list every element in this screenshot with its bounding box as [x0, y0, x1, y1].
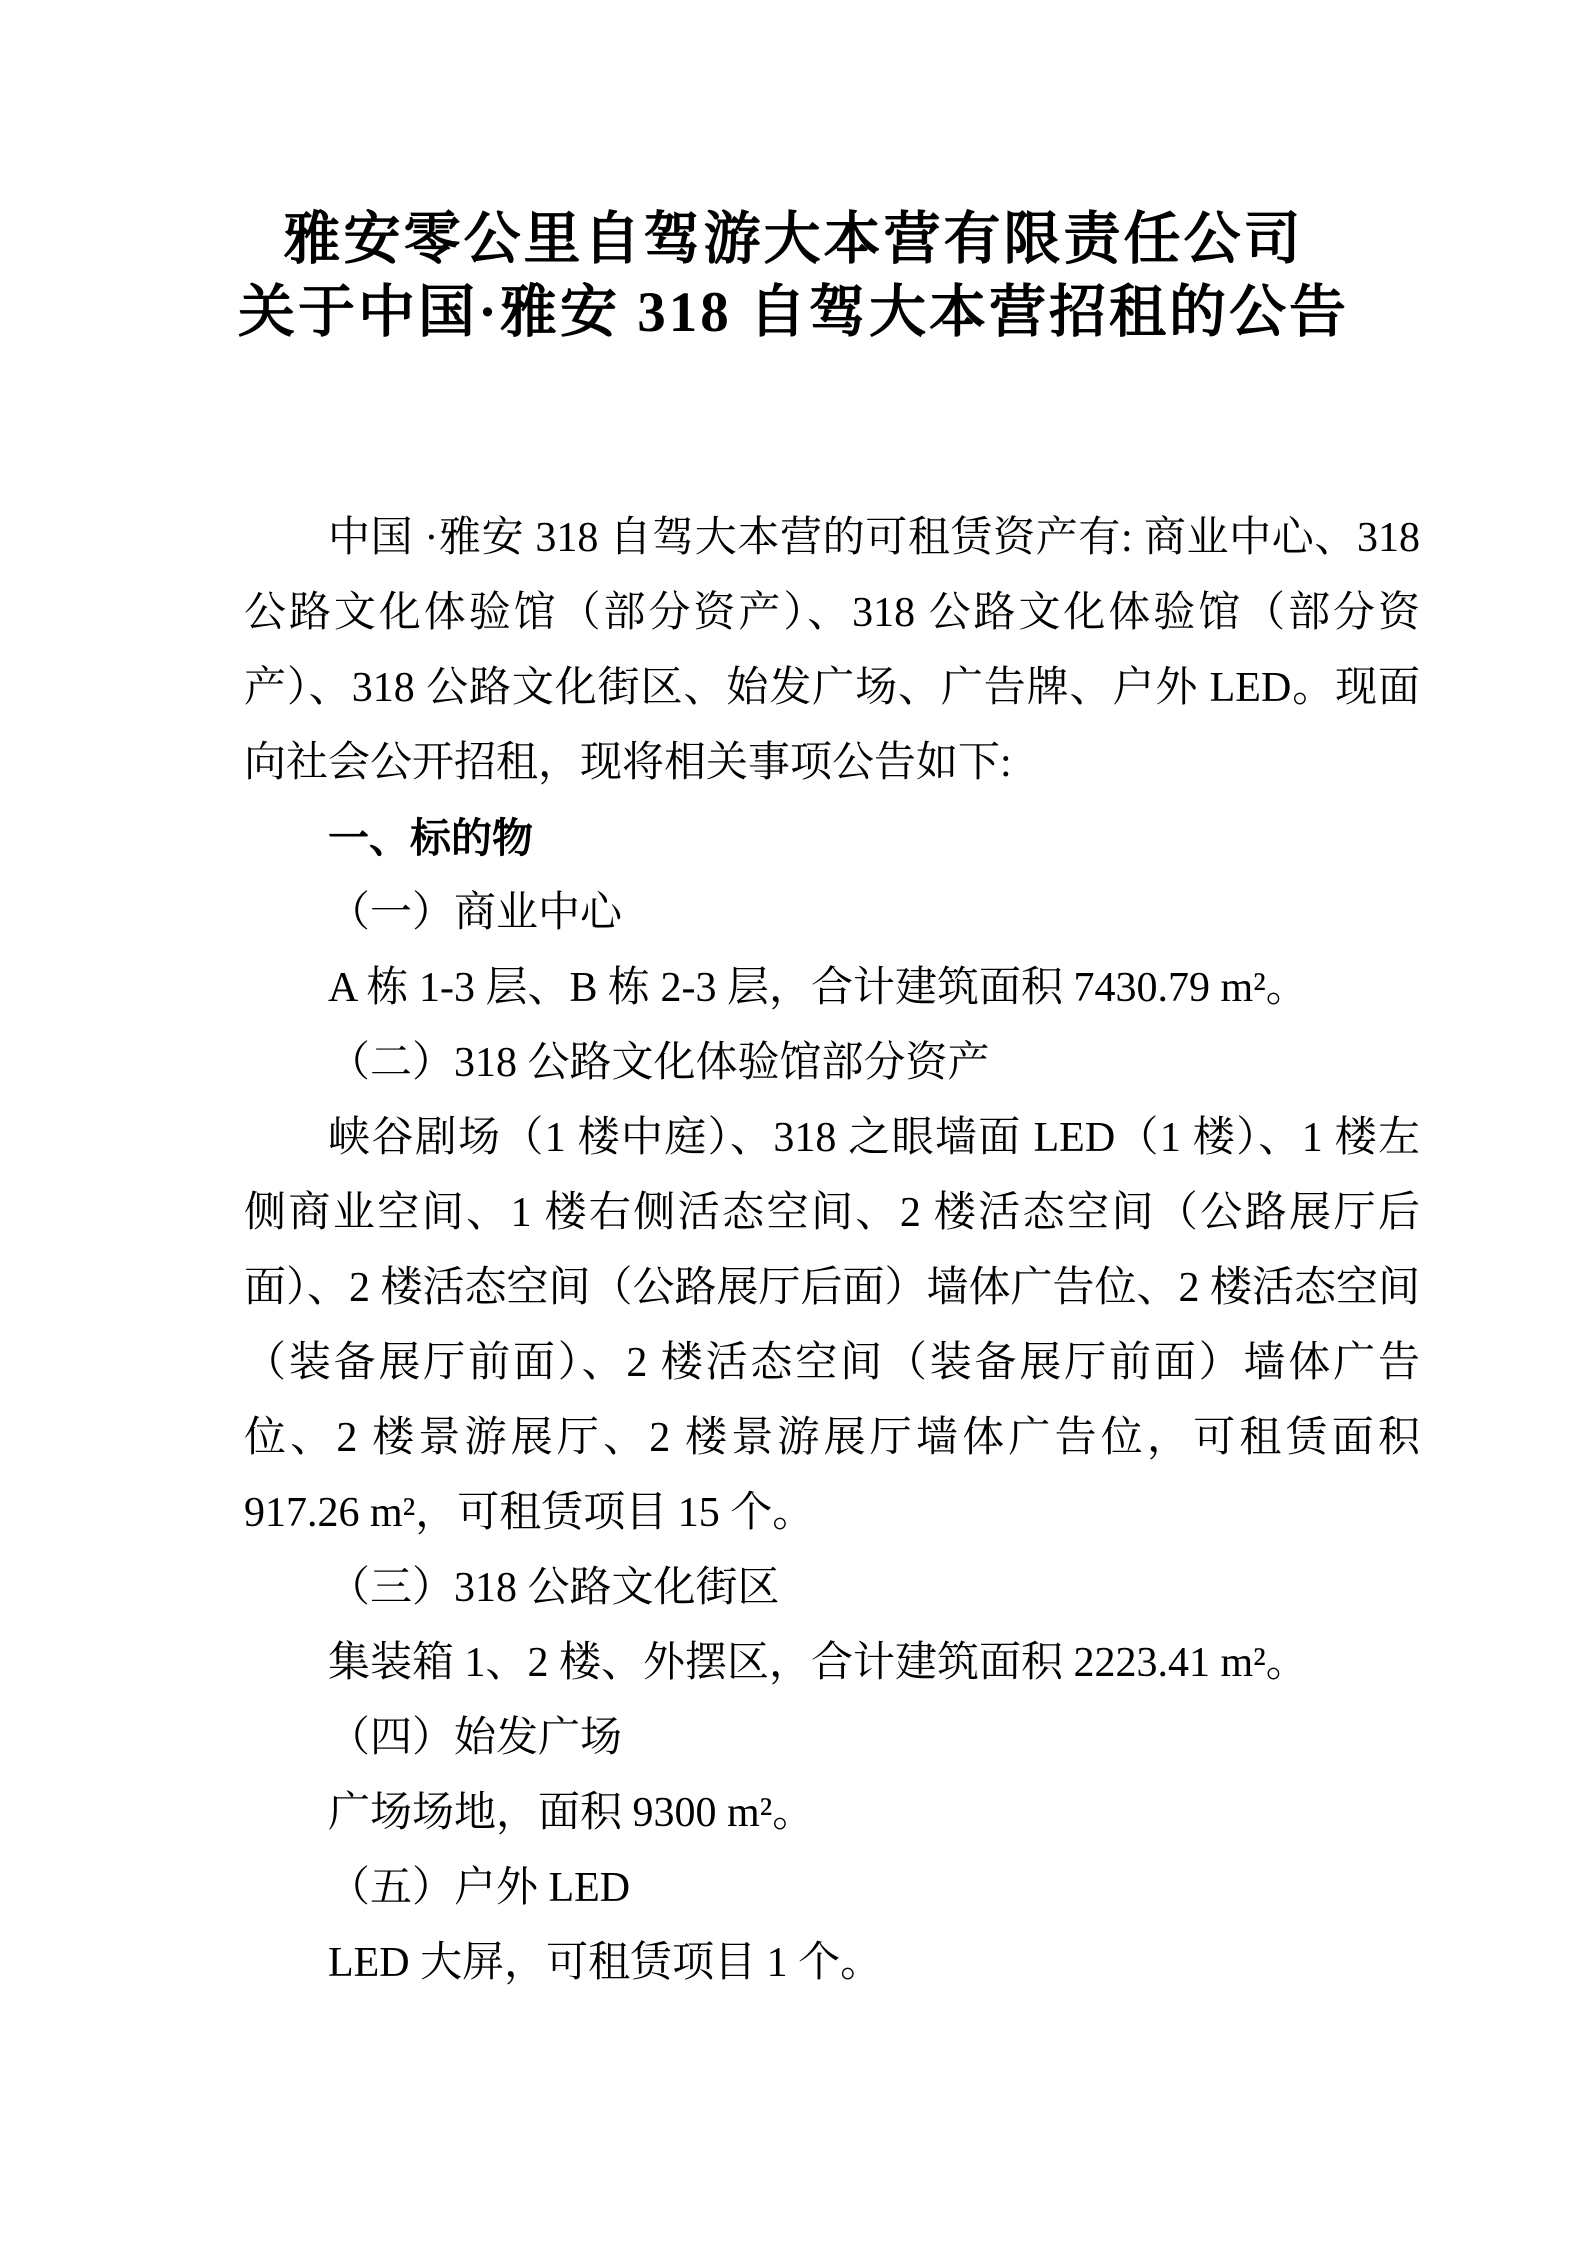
subsection-4-detail: 广场场地，面积 9300 m²。 [328, 1790, 815, 1836]
section-1-heading: 一、标的物 [328, 814, 533, 862]
subsection-4-heading: （四）始发广场 [328, 1715, 623, 1761]
document-body [244, 501, 1420, 2001]
subsection-5-heading: （五）户外 LED [328, 1865, 631, 1911]
subsection-3-detail: 集装箱 1、2 楼、外摆区，合计建筑面积 2223.41 m²。 [328, 1640, 1308, 1686]
doc-title-line-1: 雅安零公里自驾游大本营有限责任公司 [283, 208, 1304, 271]
subsection-2-detail: 峡谷剧场（1 楼中庭）、318 之眼墙面 LED（1 楼）、1 楼左侧商业空间、1 楼右侧活态空间、2 楼活态空间（公路展厅后面）、2 楼活态空间（公路展厅后面）墙体广告位、2 楼活态空间（装备展厅前面）、2 楼活态空间（装备展厅前面）墙体广告位、2 楼景游展厅、2 楼景游展厅墙体广告位，可租赁面积 917.26 m²，可租赁项目 15 个。 [244, 1115, 1421, 1536]
subsection-1-heading: （一）商业中心 [328, 890, 623, 936]
subsection-3-heading: （三）318 公路文化街区 [328, 1565, 780, 1611]
subsection-1-detail: A 栋 1-3 层、B 栋 2-3 层，合计建筑面积 7430.79 m²。 [328, 965, 1308, 1011]
subsection-2-heading: （二）318 公路文化体验馆部分资产 [328, 1040, 990, 1086]
subsection-5-detail: LED 大屏，可租赁项目 1 个。 [328, 1940, 883, 1986]
intro-paragraph: 中国 ·雅安 318 自驾大本营的可租赁资产有: 商业中心、318 公路文化体验馆（部分资产）、318 公路文化体验馆（部分资产）、318 公路文化街区、始发广场、广告牌、户外 LED。现面向社会公开招租，现将相关事项公告如下: [244, 515, 1420, 786]
doc-title-line-2: 关于中国·雅安 318 自驾大本营招租的公告 [237, 281, 1349, 344]
document-title [0, 0, 1587, 349]
